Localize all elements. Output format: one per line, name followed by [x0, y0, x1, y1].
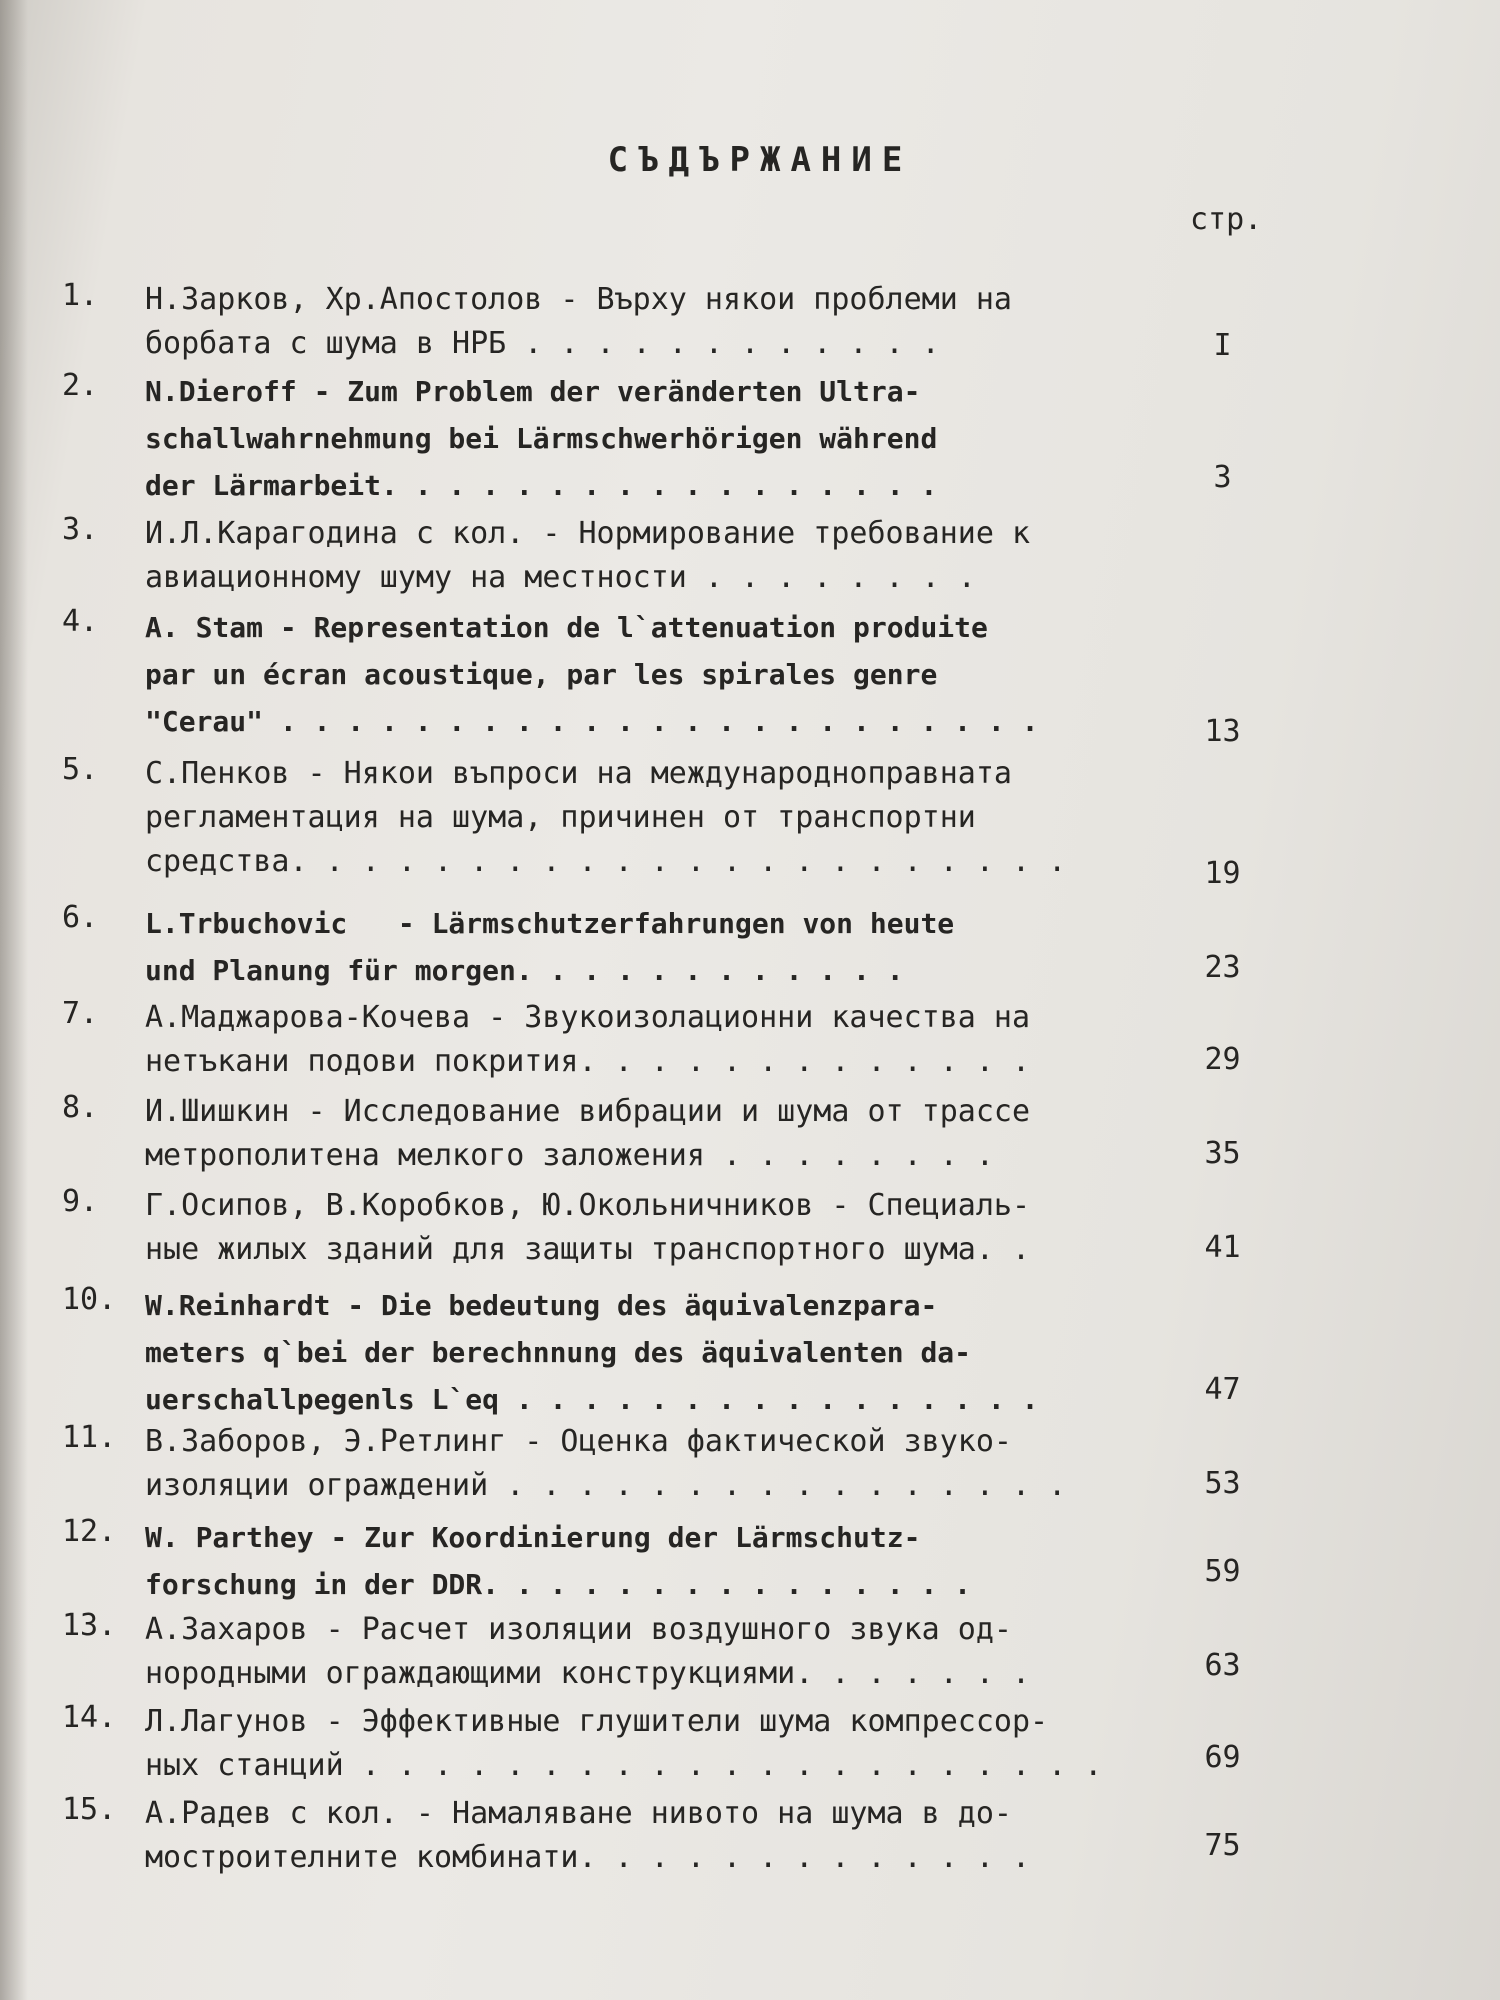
- entry-line: W. Parthey - Zur Koordinierung der Lärmschutz-: [145, 1521, 921, 1554]
- entry-line: регламентация на шума, причинен от транспортни: [145, 800, 976, 835]
- entry-page: 75: [1204, 1828, 1241, 1863]
- entry-page: 59: [1204, 1554, 1241, 1589]
- entry-page: 13: [1204, 714, 1241, 749]
- entry-line: С.Пенков - Някои въпроси на международноправната: [145, 756, 1012, 791]
- entry-page: I: [1213, 328, 1232, 363]
- entry-page: 53: [1204, 1466, 1241, 1501]
- entry-number: 10.: [62, 1282, 117, 1317]
- entry-page: 19: [1204, 856, 1241, 891]
- entry-line: Л.Лагунов - Эффективные глушители шума компрессор-: [145, 1704, 1049, 1739]
- entry-line: A. Stam - Representation de l`attenuation produite: [145, 611, 988, 644]
- entry-text: [145, 1792, 1135, 1880]
- entry-line: И.Л.Карагодина с кол. - Нормирование требование к: [145, 516, 1031, 551]
- entry-line: изоляции ограждений . . . . . . . . . . . . . . . .: [145, 1468, 1067, 1503]
- entry-line: ные жилых зданий для защиты транспортного шума. .: [145, 1232, 1031, 1267]
- entry-line: мостроителните комбинати. . . . . . . . . . . . .: [145, 1840, 1031, 1875]
- entry-text: [145, 512, 1135, 600]
- entry-text: [145, 1608, 1135, 1696]
- entry-page: 35: [1204, 1136, 1241, 1171]
- entry-page: 41: [1204, 1230, 1241, 1265]
- entry-number: 2.: [62, 368, 99, 403]
- entry-number: 13.: [62, 1608, 117, 1643]
- entry-line: L.Trbuchovic - Lärmschutzerfahrungen von heute: [145, 907, 955, 940]
- entry-text: [145, 1090, 1135, 1178]
- entry-text: [145, 1282, 1135, 1423]
- entry-line: und Planung für morgen. . . . . . . . . . . .: [145, 954, 904, 987]
- entry-text: [145, 368, 1135, 509]
- entry-line: der Lärmarbeit. . . . . . . . . . . . . . . . .: [145, 469, 938, 502]
- entry-number: 4.: [62, 604, 99, 639]
- entry-line: авиационному шуму на местности . . . . . . . .: [145, 560, 976, 595]
- entry-page: 23: [1204, 950, 1241, 985]
- entry-number: 5.: [62, 752, 99, 787]
- entry-line: par un écran acoustique, par les spirales genre: [145, 658, 938, 691]
- page-title: СЪДЪРЖАНИЕ: [607, 140, 913, 180]
- entry-line: А.Радев с кол. - Намаляване нивото на шума в до-: [145, 1796, 1012, 1831]
- entry-page: 3: [1213, 460, 1232, 495]
- entry-number: 8.: [62, 1090, 99, 1125]
- entry-number: 15.: [62, 1792, 117, 1827]
- entry-number: 1.: [62, 278, 99, 313]
- entry-line: W.Reinhardt - Die bedeutung des äquivalenzpara-: [145, 1289, 938, 1322]
- entry-line: А.Захаров - Расчет изоляции воздушного звука од-: [145, 1612, 1012, 1647]
- entry-page: 47: [1204, 1372, 1241, 1407]
- entry-page: 63: [1204, 1648, 1241, 1683]
- entry-text: [145, 996, 1135, 1084]
- entry-text: [145, 1420, 1135, 1508]
- entry-number: 11.: [62, 1420, 117, 1455]
- page-edge-shadow: [0, 0, 28, 2000]
- entry-number: 3.: [62, 512, 99, 547]
- entry-page: 69: [1204, 1740, 1241, 1775]
- entry-line: средства. . . . . . . . . . . . . . . . . . . . . .: [145, 844, 1067, 879]
- entry-line: А.Маджарова-Кочева - Звукоизолационни качества на: [145, 1000, 1031, 1035]
- entry-line: schallwahrnehmung bei Lärmschwerhörigen während: [145, 422, 938, 455]
- entry-number: 9.: [62, 1184, 99, 1219]
- entry-line: нородными ограждающими конструкциями. . . . . . .: [145, 1656, 1031, 1691]
- entry-text: [145, 1514, 1135, 1608]
- entry-line: И.Шишкин - Исследование вибрации и шума от трассе: [145, 1094, 1031, 1129]
- entry-line: нетъкани подови покрития. . . . . . . . . . . . .: [145, 1044, 1031, 1079]
- entry-line: борбата с шума в НРБ . . . . . . . . . . . .: [145, 326, 940, 361]
- entry-line: uerschallpegenls L`eq . . . . . . . . . . . . . . . .: [145, 1383, 1039, 1416]
- entry-line: "Cerau" . . . . . . . . . . . . . . . . . . . . . . .: [145, 705, 1039, 738]
- entry-number: 6.: [62, 900, 99, 935]
- entry-line: forschung in der DDR. . . . . . . . . . . . . . .: [145, 1568, 972, 1601]
- entry-text: [145, 900, 1135, 994]
- entry-text: [145, 604, 1165, 745]
- entry-page: 29: [1204, 1042, 1241, 1077]
- entry-line: N.Dieroff - Zum Problem der veränderten Ultra-: [145, 375, 921, 408]
- entry-line: ных станций . . . . . . . . . . . . . . . . . . . . .: [145, 1748, 1103, 1783]
- entry-line: метрополитена мелкого заложения . . . . . . . .: [145, 1138, 994, 1173]
- entry-text: [145, 1700, 1135, 1788]
- entry-line: Г.Осипов, В.Коробков, Ю.Окольничников - Специаль-: [145, 1188, 1031, 1223]
- entry-number: 14.: [62, 1700, 117, 1735]
- entry-text: [145, 1184, 1135, 1272]
- entry-text: [145, 752, 1135, 884]
- page-column-label: стр.: [1190, 202, 1263, 237]
- entry-number: 7.: [62, 996, 99, 1031]
- entry-line: В.Заборов, Э.Ретлинг - Оценка фактической звуко-: [145, 1424, 1012, 1459]
- entry-line: Н.Зарков, Хр.Апостолов - Върху някои проблеми на: [145, 282, 1012, 317]
- entry-line: meters q`bei der berechnnung des äquivalenten da-: [145, 1336, 972, 1369]
- entry-text: [145, 278, 1135, 366]
- entry-number: 12.: [62, 1514, 117, 1549]
